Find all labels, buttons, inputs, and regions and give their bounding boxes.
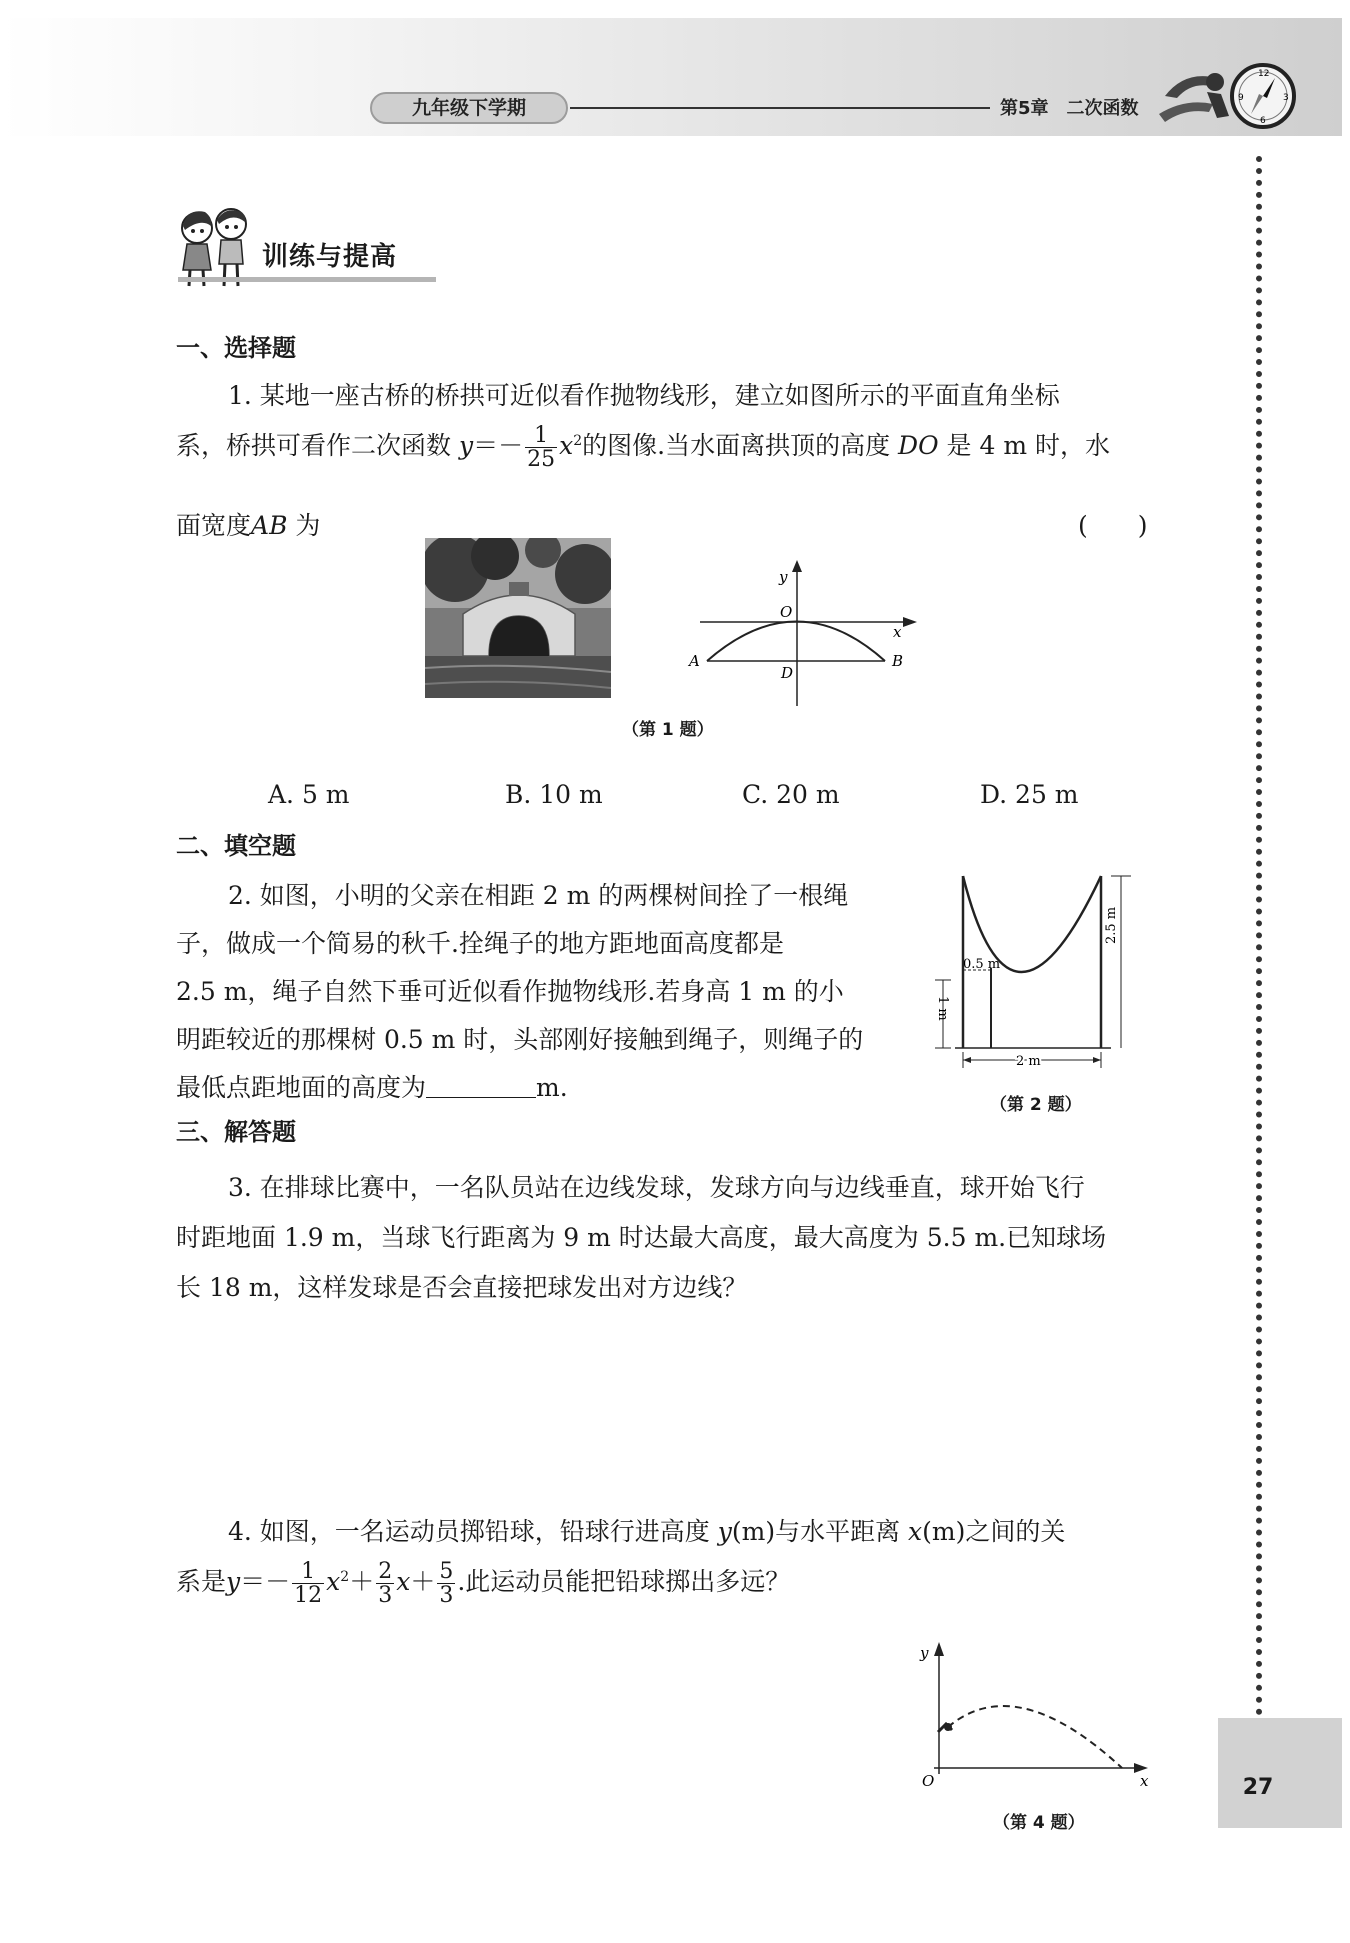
fig2-25m-label: 2.5 m — [1104, 906, 1119, 944]
q1-line1: 1. 某地一座古桥的桥拱可近似看作抛物线形，建立如图所示的平面直角坐标 — [228, 381, 1060, 410]
section2-title: 二、填空题 — [176, 832, 296, 860]
q1-choice-a: A. 5 m — [268, 780, 350, 809]
q1-fraction: $\frac{1}{25}$ — [527, 423, 556, 473]
q4-line1: 4. 如图，一名运动员掷铅球，铅球行进高度 y(m)与水平距离 x(m)之间的关 — [228, 1517, 1066, 1546]
q2-line4: 明距较近的那棵树 0.5 m 时，头部刚好接触到绳子，则绳子的 — [176, 1025, 864, 1054]
q4-line2: 系是y＝－ $\frac{1}{12}$ $x^2+$ $\frac{2}{3}$ x＋ $\frac{5}{3}$ .此运动员能把铅球掷出多远？ — [176, 1559, 791, 1609]
svg-text:12: 12 — [1258, 69, 1270, 79]
fig2-2m-label: 2 m — [1016, 1054, 1041, 1069]
svg-text:3: 3 — [1283, 93, 1289, 103]
fig4-o-label: O — [922, 1772, 935, 1790]
q1-line2: 系，桥拱可看作二次函数 y＝－ $\frac{1}{25}$ $x^2$的图像.当水面离拱顶的高度 DO 是 4 m 时，水 — [176, 423, 1110, 473]
fig1-o-label: O — [780, 603, 793, 621]
q3-line2: 时距地面 1.9 m，当球飞行距离为 9 m 时达最大高度，最大高度为 5.5 m.已知球场 — [176, 1223, 1107, 1252]
dotted-margin-line — [1256, 156, 1262, 1716]
banner-title: 训练与提高 — [262, 242, 398, 272]
q3-line3: 长 18 m，这样发球是否会直接把球发出对方边线？ — [176, 1273, 748, 1302]
q2-line2: 子，做成一个简易的秋千.拴绳子的地方距地面高度都是 — [176, 929, 784, 958]
fig2-1m-label: 1 m — [935, 996, 950, 1021]
page-number-tab — [1218, 1718, 1342, 1828]
chapter-label: 第5章 二次函数 — [1000, 98, 1139, 119]
q1-answer-bracket: ( ) — [1078, 511, 1148, 540]
q1-choice-c: C. 20 m — [742, 780, 840, 809]
banner-underline — [178, 277, 436, 282]
q1-choice-b: B. 10 m — [505, 780, 603, 809]
q4-figure — [912, 1640, 1162, 1790]
header-band — [0, 18, 1342, 136]
fig1-d-label: D — [781, 664, 794, 682]
q2-line3: 2.5 m，绳子自然下垂可近似看作抛物线形.若身高 1 m 的小 — [176, 977, 844, 1006]
fig1-y-label: y — [779, 568, 788, 586]
section1-title: 一、选择题 — [176, 334, 296, 362]
q2-line1: 2. 如图，小明的父亲在相距 2 m 的两棵树间拴了一根绳 — [228, 881, 849, 910]
q4-fraction-1: $\frac{1}{12}$ — [294, 1559, 323, 1609]
q2-figure — [915, 868, 1145, 1072]
q4-fraction-3: $\frac{5}{3}$ — [439, 1559, 454, 1609]
section3-title: 三、解答题 — [176, 1118, 296, 1146]
fig1-b-label: B — [892, 652, 904, 670]
q2-line5: 最低点距地面的高度为 m. — [176, 1073, 568, 1102]
grade-label: 九年级下学期 — [370, 92, 568, 124]
fig1-x-label: x — [893, 623, 902, 641]
header-rule — [570, 107, 990, 109]
bridge-photo — [425, 538, 611, 698]
q2-answer-blank — [426, 1075, 536, 1098]
q3-line1: 3. 在排球比赛中，一名队员站在边线发球，发球方向与边线垂直，球开始飞行 — [228, 1173, 1085, 1202]
q2-caption: （第 2 题） — [990, 1095, 1082, 1115]
fig1-a-label: A — [689, 652, 700, 670]
q4-fraction-2: $\frac{2}{3}$ — [378, 1559, 393, 1609]
q1-figure — [685, 558, 925, 708]
q1-choice-d: D. 25 m — [980, 780, 1079, 809]
page-number: 27 — [1242, 1775, 1274, 1800]
svg-text:9: 9 — [1238, 93, 1244, 103]
q1-caption: （第 1 题） — [622, 720, 714, 740]
q4-caption: （第 4 题） — [993, 1813, 1085, 1833]
fig2-05m-label: 0.5 m — [963, 957, 1001, 972]
fig4-x-label: x — [1140, 1772, 1149, 1790]
svg-text:6: 6 — [1260, 116, 1266, 126]
fig4-y-label: y — [920, 1644, 929, 1662]
runner-compass-icon — [1155, 52, 1305, 136]
q1-line3: 面宽度AB 为 — [176, 511, 321, 540]
